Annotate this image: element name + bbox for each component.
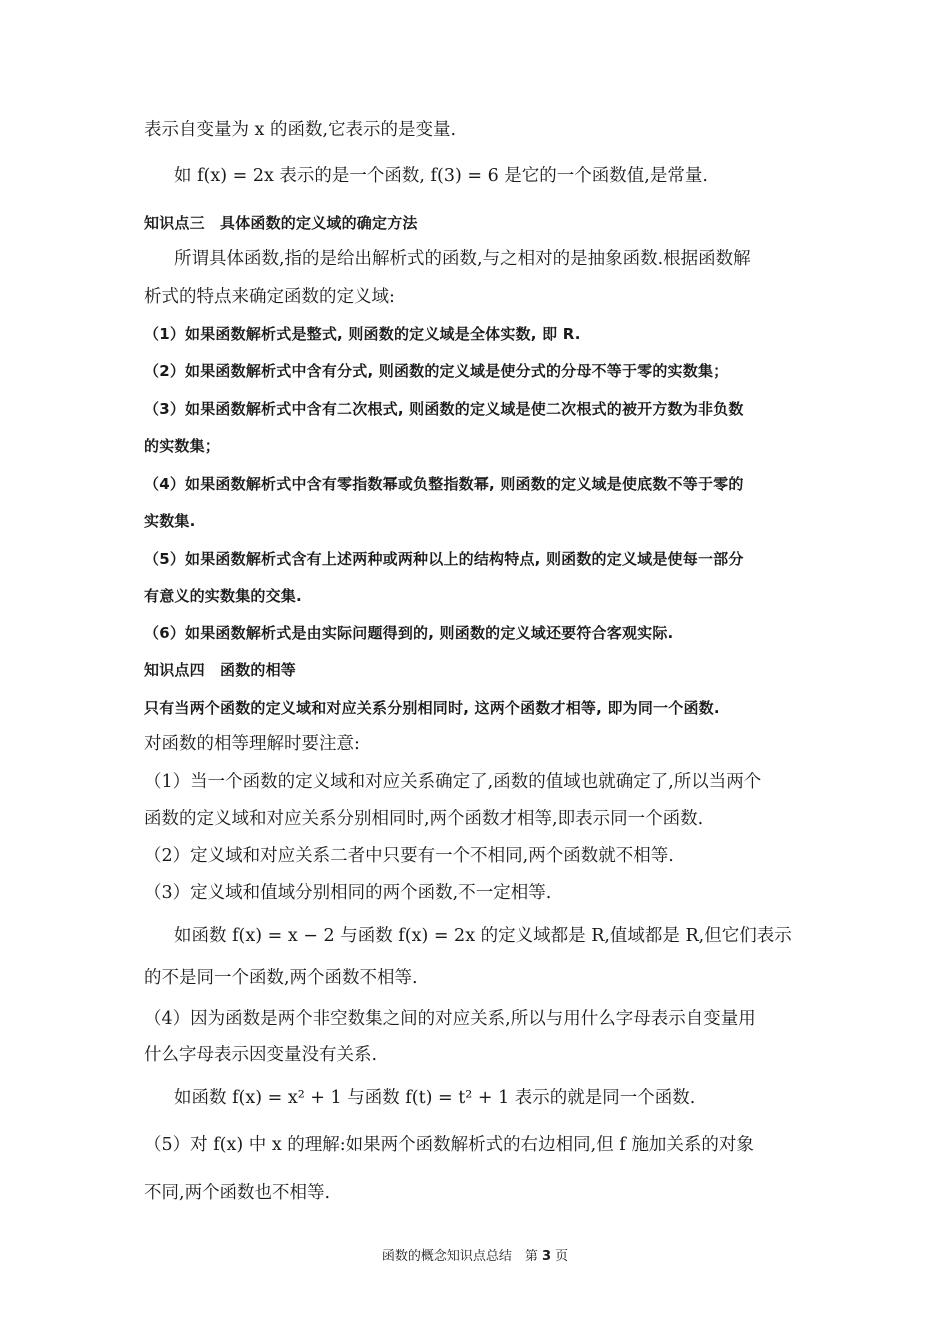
rule-line: （4）如果函数解析式中含有零指数幂或负整指数幂, 则函数的定义域是使底数不等于零的 bbox=[144, 475, 744, 493]
text-line: 析式的特点来确定函数的定义域: bbox=[144, 287, 395, 307]
footer-suffix: 页 bbox=[555, 1249, 569, 1264]
text-line: 什么字母表示因变量没有关系. bbox=[144, 1045, 378, 1065]
section-heading: 知识点四 函数的相等 bbox=[144, 661, 297, 679]
text-line: 函数的定义域和对应关系分别相同时,两个函数才相等,即表示同一个函数. bbox=[144, 809, 704, 829]
rule-line: （5）如果函数解析式含有上述两种或两种以上的结构特点, 则函数的定义域是使每一部分 bbox=[144, 550, 744, 568]
rule-line: （1）如果函数解析式是整式, 则函数的定义域是全体实数, 即 R. bbox=[144, 325, 581, 343]
section-heading: 知识点三 具体函数的定义域的确定方法 bbox=[144, 214, 418, 232]
text-line: 不同,两个函数也不相等. bbox=[144, 1183, 331, 1203]
text-line: （3）定义域和值域分别相同的两个函数,不一定相等. bbox=[144, 883, 552, 903]
text-line: 表示自变量为 x 的函数,它表示的是变量. bbox=[144, 120, 457, 140]
text-line: （4）因为函数是两个非空数集之间的对应关系,所以与用什么字母表示自变量用 bbox=[144, 1009, 756, 1029]
rule-line: （3）如果函数解析式中含有二次根式, 则函数的定义域是使二次根式的被开方数为非负数 bbox=[144, 400, 744, 418]
text-line: 的不是同一个函数,两个函数不相等. bbox=[144, 968, 418, 988]
rule-line: 有意义的实数集的交集. bbox=[144, 587, 302, 605]
page-number: 3 bbox=[541, 1249, 552, 1264]
rule-line: 实数集. bbox=[144, 512, 196, 530]
text-line: 如 f(x) = 2x 表示的是一个函数, f(3) = 6 是它的一个函数值,是常量. bbox=[174, 166, 708, 186]
definition-line: 只有当两个函数的定义域和对应关系分别相同时, 这两个函数才相等, 即为同一个函数. bbox=[144, 699, 720, 717]
text-line: 所谓具体函数,指的是给出解析式的函数,与之相对的是抽象函数.根据函数解 bbox=[174, 249, 751, 269]
text-line: （1）当一个函数的定义域和对应关系确定了,函数的值域也就确定了,所以当两个 bbox=[144, 772, 762, 792]
example-line: 如函数 f(x) = x² + 1 与函数 f(t) = t² + 1 表示的就是同一个函数. bbox=[174, 1088, 696, 1108]
page-footer bbox=[0, 1245, 950, 1264]
rule-line: （6）如果函数解析式是由实际问题得到的, 则函数的定义域还要符合客观实际. bbox=[144, 624, 674, 642]
rule-line: 的实数集； bbox=[144, 437, 221, 455]
text-line: （5）对 f(x) 中 x 的理解:如果两个函数解析式的右边相同,但 f 施加关系的对象 bbox=[144, 1135, 754, 1155]
footer-title: 函数的概念知识点总结 第 bbox=[381, 1249, 538, 1264]
rule-line: （2）如果函数解析式中含有分式, 则函数的定义域是使分式的分母不等于零的实数集； bbox=[144, 362, 729, 380]
text-line: 对函数的相等理解时要注意: bbox=[144, 734, 360, 754]
example-line: 如函数 f(x) = x − 2 与函数 f(x) = 2x 的定义域都是 R,值域都是 R,但它们表示 bbox=[174, 926, 792, 946]
text-line: （2）定义域和对应关系二者中只要有一个不相同,两个函数就不相等. bbox=[144, 846, 674, 866]
